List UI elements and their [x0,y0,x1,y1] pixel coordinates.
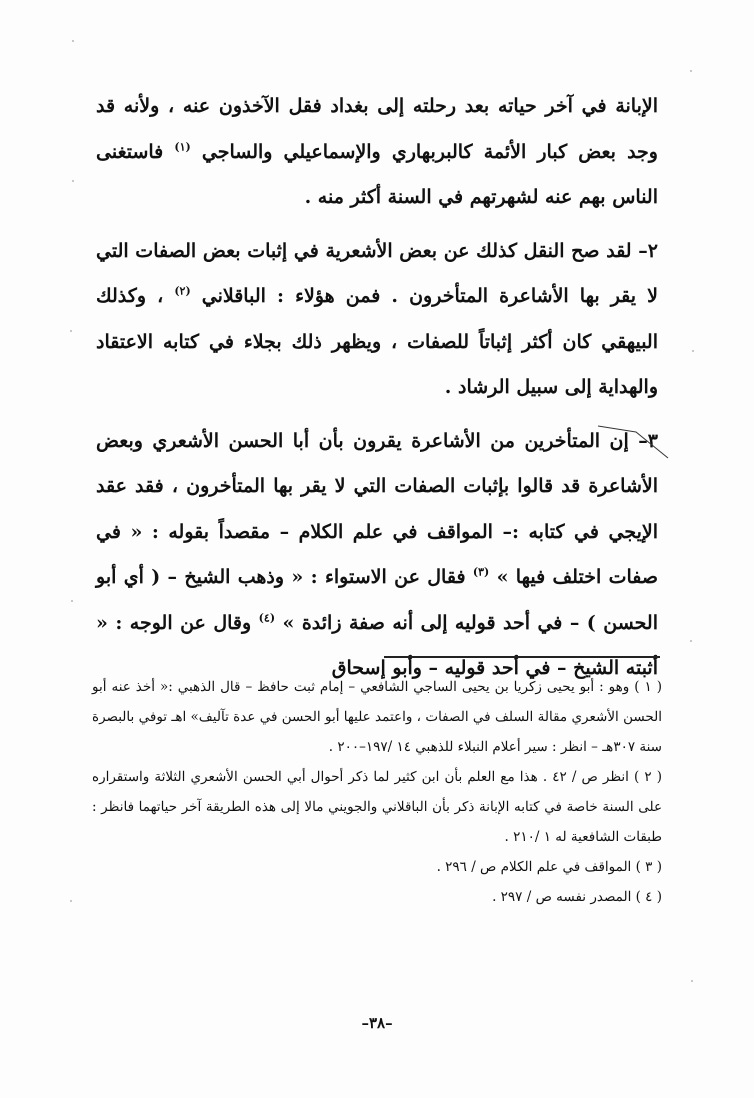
footnotes-section [92,672,662,912]
handwritten-pen-mark [596,420,670,460]
paragraph-2-end: ، وكذلك البيهقي كان أكثر إثباتاً للصفات ، ويظهر ذلك بجلاء في كتابه الاعتقاد والهداية إلى سبيل الرشاد . [96,285,658,398]
paragraph-continuation [96,84,658,221]
scan-speck [72,40,74,42]
paragraph-2-start: ٢– لقد صح النقل كذلك عن بعض الأشعرية في إثبات بعض الصفات التي لا يقر بها الأشاعرة المتأخرون . فمن هؤلاء : الباقلاني [96,239,658,307]
paragraph-point-3 [96,419,658,692]
footnote-1: ( ١ ) وهو : أبو يحيى زكريا بن يحيى الساجي الشافعي – إمام ثبت حافظ – قال الذهبي :« أخذ عنه أبو الحسن الأشعري مقالة السلف في الصفات ، واعتمد عليها أبو الحسن في عدة تآليف» اهـ توفي بالبصرة سنة ٣٠٧هـ – انظر : سير أعلام النبلاء للذهبي ١٤ /١٩٧–٢٠٠ . [92,679,663,755]
scan-speck [70,900,72,902]
paragraph-3-end: وقال عن الوجه : « أثبته الشيخ – في أحد قوليه – وأبو إسحاق [96,611,658,679]
scan-speck [690,70,692,72]
footnote-3: ( ٣ ) المواقف في علم الكلام ص / ٢٩٦ . [436,859,662,875]
footnote-separator [384,656,660,658]
paragraph-3-mid: فقال عن الاستواء : « وذهب الشيخ – ( أي أبو الحسن ) – في أحد قوليه إلى أنه صفة زائدة » [96,566,658,634]
footnote-ref-3: (٣) [472,565,490,579]
paragraph-1-end: فاستغنى الناس بهم عنه لشهرتهم في السنة أكثر منه . [96,140,658,208]
scan-speck [692,350,694,352]
paragraph-1-text: الإبانة في آخر حياته بعد رحلته إلى بغداد فقل الآخذون عنه ، ولأنه قد وجد بعض كبار الأئمة كالبربهاري والإسماعيلي والساجي [96,95,658,163]
footnote-ref-4: (٤) [258,611,276,625]
paragraph-3-start: ٣– إن المتأخرين من الأشاعرة يقرون بأن أبا الحسن الأشعري وبعض الأشاعرة قد قالوا بإثبات الصفات التي لا يقر بها المتأخرون ، فقد عقد الإيجي في كتابه :– المواقف في علم الكلام – مقصداً بقوله : « في صفات اختلف فيها » [96,429,658,588]
scan-speck [71,600,73,602]
footnote-4: ( ٤ ) المصدر نفسه ص / ٢٩٧ . [492,889,662,905]
footnote-ref-1: (١) [174,140,191,154]
main-body-text [96,84,658,692]
scan-speck [72,180,74,182]
footnote-2: ( ٢ ) انظر ص / ٤٢ . هذا مع العلم بأن ابن كثير لما ذكر أحوال أبي الحسن الأشعري الثلاثة واستقراره على السنة خاصة في كتابه الإبانة ذكر بأن الباقلاني والجويني مالا إلى هذه الطريقة آخر حياتهما فانظر : طبقات الشافعية له ١ /٢١٠ . [92,769,663,845]
paragraph-point-2 [96,229,658,411]
scan-speck [70,330,72,332]
footnote-ref-2: (٢) [174,284,191,298]
scan-speck [691,980,693,982]
scan-speck [690,640,692,642]
page-number: –٣٨– [361,1014,393,1032]
